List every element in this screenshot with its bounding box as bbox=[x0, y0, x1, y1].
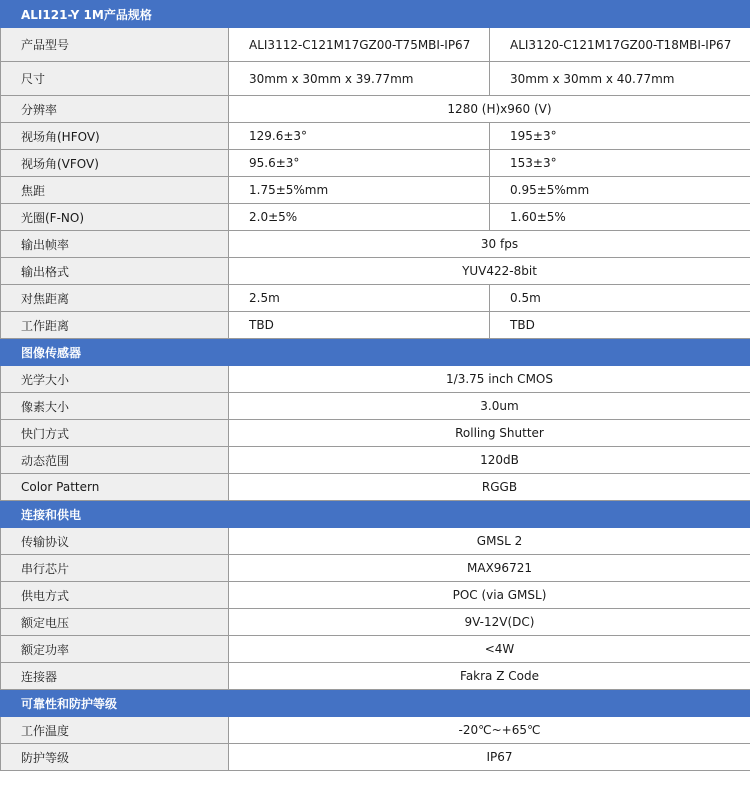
row-label: 动态范围 bbox=[1, 447, 229, 474]
vfov-a-value: 95.6±3° bbox=[229, 150, 490, 177]
aperture-a-value: 2.0±5% bbox=[229, 204, 490, 231]
row-size bbox=[1, 62, 750, 96]
row-serializer bbox=[1, 555, 750, 582]
row-connector bbox=[1, 663, 750, 690]
row-hfov bbox=[1, 123, 750, 150]
model-a-value: ALI3112-C121M17GZ00-T75MBI-IP67 bbox=[229, 28, 490, 62]
row-label: 工作距离 bbox=[1, 312, 229, 339]
row-label: 输出格式 bbox=[1, 258, 229, 285]
section-header-connection bbox=[1, 501, 750, 528]
section-title: 连接和供电 bbox=[1, 501, 750, 528]
row-label: 快门方式 bbox=[1, 420, 229, 447]
size-b-value: 30mm x 30mm x 40.77mm bbox=[490, 62, 750, 96]
row-dynamic-range bbox=[1, 447, 750, 474]
row-label: 产品型号 bbox=[1, 28, 229, 62]
section-header-sensor bbox=[1, 339, 750, 366]
framerate-value: 30 fps bbox=[229, 231, 750, 258]
row-label: 尺寸 bbox=[1, 62, 229, 96]
row-label: Color Pattern bbox=[1, 474, 229, 501]
row-protocol bbox=[1, 528, 750, 555]
row-label: 串行芯片 bbox=[1, 555, 229, 582]
row-focal bbox=[1, 177, 750, 204]
hfov-a-value: 129.6±3° bbox=[229, 123, 490, 150]
protection-value: IP67 bbox=[229, 744, 750, 771]
protocol-value: GMSL 2 bbox=[229, 528, 750, 555]
row-label: 供电方式 bbox=[1, 582, 229, 609]
row-label: 额定电压 bbox=[1, 609, 229, 636]
color-pattern-value: RGGB bbox=[229, 474, 750, 501]
row-label: 焦距 bbox=[1, 177, 229, 204]
focal-b-value: 0.95±5%mm bbox=[490, 177, 750, 204]
row-focus-distance bbox=[1, 285, 750, 312]
row-vfov bbox=[1, 150, 750, 177]
section-title: 图像传感器 bbox=[1, 339, 750, 366]
row-power bbox=[1, 636, 750, 663]
row-label: 光学大小 bbox=[1, 366, 229, 393]
shutter-value: Rolling Shutter bbox=[229, 420, 750, 447]
row-label: 连接器 bbox=[1, 663, 229, 690]
row-label: 工作温度 bbox=[1, 717, 229, 744]
row-label: 视场角(HFOV) bbox=[1, 123, 229, 150]
row-label: 对焦距离 bbox=[1, 285, 229, 312]
row-voltage bbox=[1, 609, 750, 636]
row-label: 防护等级 bbox=[1, 744, 229, 771]
resolution-value: 1280 (H)x960 (V) bbox=[229, 96, 750, 123]
power-value: <4W bbox=[229, 636, 750, 663]
row-label: 像素大小 bbox=[1, 393, 229, 420]
serializer-value: MAX96721 bbox=[229, 555, 750, 582]
voltage-value: 9V-12V(DC) bbox=[229, 609, 750, 636]
dynamic-range-value: 120dB bbox=[229, 447, 750, 474]
row-label: 光圈(F-NO) bbox=[1, 204, 229, 231]
temperature-value: -20℃~+65℃ bbox=[229, 717, 750, 744]
row-temperature bbox=[1, 717, 750, 744]
focal-a-value: 1.75±5%mm bbox=[229, 177, 490, 204]
row-label: 额定功率 bbox=[1, 636, 229, 663]
row-format bbox=[1, 258, 750, 285]
optical-size-value: 1/3.75 inch CMOS bbox=[229, 366, 750, 393]
format-value: YUV422-8bit bbox=[229, 258, 750, 285]
row-optical-size bbox=[1, 366, 750, 393]
hfov-b-value: 195±3° bbox=[490, 123, 750, 150]
work-distance-b-value: TBD bbox=[490, 312, 750, 339]
section-title: 可靠性和防护等级 bbox=[1, 690, 750, 717]
aperture-b-value: 1.60±5% bbox=[490, 204, 750, 231]
row-label: 输出帧率 bbox=[1, 231, 229, 258]
model-b-value: ALI3120-C121M17GZ00-T18MBI-IP67 bbox=[490, 28, 750, 62]
row-color-pattern bbox=[1, 474, 750, 501]
row-label: 传输协议 bbox=[1, 528, 229, 555]
row-protection bbox=[1, 744, 750, 771]
size-a-value: 30mm x 30mm x 39.77mm bbox=[229, 62, 490, 96]
focus-distance-b-value: 0.5m bbox=[490, 285, 750, 312]
row-label: 视场角(VFOV) bbox=[1, 150, 229, 177]
row-model bbox=[1, 28, 750, 62]
row-work-distance bbox=[1, 312, 750, 339]
row-pixel-size bbox=[1, 393, 750, 420]
row-label: 分辨率 bbox=[1, 96, 229, 123]
connector-value: Fakra Z Code bbox=[229, 663, 750, 690]
work-distance-a-value: TBD bbox=[229, 312, 490, 339]
table-title: ALI121-Y 1M产品规格 bbox=[1, 1, 750, 28]
power-method-value: POC (via GMSL) bbox=[229, 582, 750, 609]
vfov-b-value: 153±3° bbox=[490, 150, 750, 177]
row-aperture bbox=[1, 204, 750, 231]
section-header-reliability bbox=[1, 690, 750, 717]
row-resolution bbox=[1, 96, 750, 123]
focus-distance-a-value: 2.5m bbox=[229, 285, 490, 312]
row-framerate bbox=[1, 231, 750, 258]
row-shutter bbox=[1, 420, 750, 447]
pixel-size-value: 3.0um bbox=[229, 393, 750, 420]
row-power-method bbox=[1, 582, 750, 609]
section-header-title bbox=[1, 1, 750, 28]
